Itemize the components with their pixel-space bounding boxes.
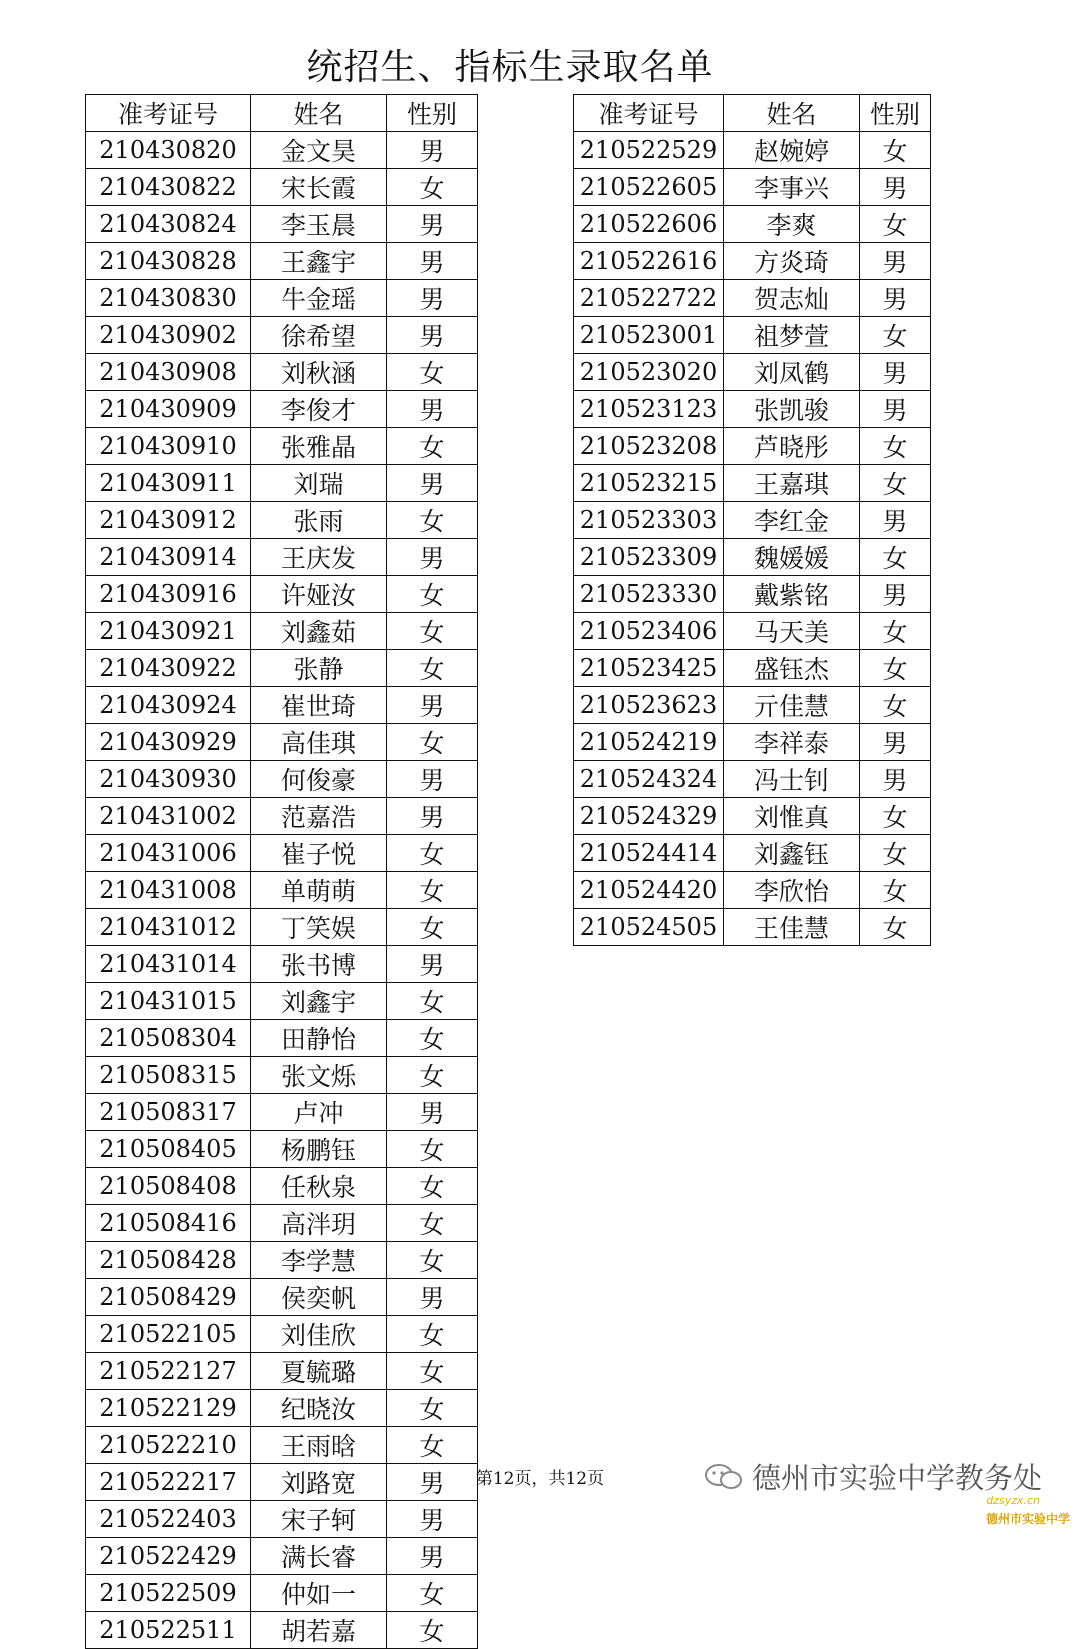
student-name-cell: 胡若嘉 [251,1612,387,1649]
table-row [86,206,478,243]
table-row [86,1020,478,1057]
gender-cell: 男 [387,206,478,243]
exam-id-cell: 210508315 [86,1057,251,1094]
exam-id-cell: 210430828 [86,243,251,280]
exam-id-cell: 210431014 [86,946,251,983]
student-name-cell: 任秋泉 [251,1168,387,1205]
exam-id-cell: 210523330 [574,576,724,613]
student-name-cell: 芦晓彤 [724,428,860,465]
student-name-cell: 刘路宽 [251,1464,387,1501]
exam-id-cell: 210508304 [86,1020,251,1057]
exam-id-cell: 210524324 [574,761,724,798]
student-name-cell: 杨鹏钰 [251,1131,387,1168]
table-row [86,650,478,687]
header-name: 姓名 [724,95,860,132]
gender-cell: 女 [387,650,478,687]
exam-id-cell: 210430909 [86,391,251,428]
gender-cell: 女 [387,1316,478,1353]
student-name-cell: 纪晓汝 [251,1390,387,1427]
table-row [86,576,478,613]
exam-id-cell: 210430908 [86,354,251,391]
student-name-cell: 张静 [251,650,387,687]
exam-id-cell: 210431015 [86,983,251,1020]
student-name-cell: 李祥泰 [724,724,860,761]
table-row [86,1538,478,1575]
gender-cell: 男 [860,280,931,317]
student-name-cell: 王佳慧 [724,909,860,946]
table-header-row [574,95,931,132]
gender-cell: 女 [860,613,931,650]
student-name-cell: 刘秋涵 [251,354,387,391]
student-name-cell: 贺志灿 [724,280,860,317]
table-row [574,576,931,613]
exam-id-cell: 210523623 [574,687,724,724]
gender-cell: 男 [860,761,931,798]
page-number: 第12页，共12页 [475,1469,605,1489]
gender-cell: 女 [860,132,931,169]
table-row [574,428,931,465]
table-row [86,317,478,354]
student-name-cell: 金文昊 [251,132,387,169]
exam-id-cell: 210523309 [574,539,724,576]
exam-id-cell: 210523215 [574,465,724,502]
page-title: 统招生、指标生录取名单 [306,47,714,88]
gender-cell: 男 [860,391,931,428]
exam-id-cell: 210430912 [86,502,251,539]
exam-id-cell: 210524505 [574,909,724,946]
table-row [86,391,478,428]
table-row [574,613,931,650]
table-row [86,761,478,798]
exam-id-cell: 210508428 [86,1242,251,1279]
student-name-cell: 李玉晨 [251,206,387,243]
student-name-cell: 魏媛媛 [724,539,860,576]
table-row [86,1057,478,1094]
exam-id-cell: 210522129 [86,1390,251,1427]
gender-cell: 女 [860,428,931,465]
gender-cell: 女 [387,613,478,650]
exam-id-cell: 210430902 [86,317,251,354]
admission-table-right [573,94,931,946]
gender-cell: 女 [860,835,931,872]
gender-cell: 女 [387,354,478,391]
gender-cell: 男 [387,1538,478,1575]
gender-cell: 男 [387,539,478,576]
gender-cell: 男 [387,1501,478,1538]
exam-id-cell: 210508408 [86,1168,251,1205]
gender-cell: 男 [860,502,931,539]
student-name-cell: 刘瑞 [251,465,387,502]
exam-id-cell: 210430822 [86,169,251,206]
gender-cell: 女 [387,724,478,761]
wechat-icon [704,1462,744,1492]
gender-cell: 女 [387,1205,478,1242]
table-row [86,613,478,650]
student-name-cell: 侯奕帆 [251,1279,387,1316]
exam-id-cell: 210430911 [86,465,251,502]
student-name-cell: 徐希望 [251,317,387,354]
exam-id-cell: 210524329 [574,798,724,835]
exam-id-cell: 210430929 [86,724,251,761]
table-row [574,539,931,576]
gender-cell: 女 [387,576,478,613]
table-row [86,798,478,835]
exam-id-cell: 210523123 [574,391,724,428]
header-name: 姓名 [251,95,387,132]
exam-id-cell: 210524219 [574,724,724,761]
table-row [86,1612,478,1649]
gender-cell: 男 [860,243,931,280]
student-name-cell: 崔子悦 [251,835,387,872]
gender-cell: 女 [387,169,478,206]
exam-id-cell: 210508416 [86,1205,251,1242]
table-row [86,502,478,539]
table-body-right [574,132,931,946]
school-logo-text: 德州市实验中学 [985,1512,1070,1526]
gender-cell: 女 [860,539,931,576]
table-row [86,1501,478,1538]
exam-id-cell: 210508317 [86,1094,251,1131]
exam-id-cell: 210430924 [86,687,251,724]
student-name-cell: 刘鑫钰 [724,835,860,872]
exam-id-cell: 210430914 [86,539,251,576]
student-name-cell: 王庆发 [251,539,387,576]
gender-cell: 女 [860,872,931,909]
student-name-cell: 刘佳欣 [251,1316,387,1353]
student-name-cell: 李红金 [724,502,860,539]
student-name-cell: 亓佳慧 [724,687,860,724]
table-row [574,243,931,280]
student-name-cell: 马天美 [724,613,860,650]
gender-cell: 女 [387,1427,478,1464]
table-row [574,354,931,391]
table-header-row [86,95,478,132]
header-gender: 性别 [860,95,931,132]
exam-id-cell: 210430916 [86,576,251,613]
table-row [86,1205,478,1242]
gender-cell: 女 [387,1612,478,1649]
student-name-cell: 张雅晶 [251,428,387,465]
table-row [574,650,931,687]
exam-id-cell: 210430921 [86,613,251,650]
gender-cell: 男 [387,761,478,798]
gender-cell: 女 [860,465,931,502]
student-name-cell: 夏毓璐 [251,1353,387,1390]
student-name-cell: 李俊才 [251,391,387,428]
student-name-cell: 宋长霞 [251,169,387,206]
exam-id-cell: 210430910 [86,428,251,465]
student-name-cell: 张文烁 [251,1057,387,1094]
exam-id-cell: 210522616 [574,243,724,280]
exam-id-cell: 210430930 [86,761,251,798]
gender-cell: 女 [387,1353,478,1390]
table-row [86,169,478,206]
table-row [574,465,931,502]
student-name-cell: 李爽 [724,206,860,243]
gender-cell: 男 [387,1464,478,1501]
header-gender: 性别 [387,95,478,132]
gender-cell: 女 [860,650,931,687]
table-row [86,835,478,872]
exam-id-cell: 210522605 [574,169,724,206]
gender-cell: 女 [387,1242,478,1279]
gender-cell: 女 [860,687,931,724]
table-row [86,1242,478,1279]
exam-id-cell: 210523303 [574,502,724,539]
gender-cell: 女 [860,317,931,354]
gender-cell: 女 [387,1575,478,1612]
table-row [86,1353,478,1390]
gender-cell: 男 [387,946,478,983]
exam-id-cell: 210522606 [574,206,724,243]
student-name-cell: 王鑫宇 [251,243,387,280]
gender-cell: 女 [387,872,478,909]
exam-id-cell: 210522105 [86,1316,251,1353]
student-name-cell: 张书博 [251,946,387,983]
gender-cell: 男 [387,317,478,354]
table-row [86,724,478,761]
student-name-cell: 仲如一 [251,1575,387,1612]
table-body-left [86,132,478,1649]
table-row [574,502,931,539]
exam-id-cell: 210430820 [86,132,251,169]
header-exam-id: 准考证号 [574,95,724,132]
gender-cell: 男 [860,354,931,391]
exam-id-cell: 210431002 [86,798,251,835]
gender-cell: 女 [387,1020,478,1057]
student-name-cell: 刘凤鹤 [724,354,860,391]
exam-id-cell: 210522210 [86,1427,251,1464]
table-row [86,280,478,317]
table-row [86,687,478,724]
student-name-cell: 高佳琪 [251,724,387,761]
gender-cell: 女 [387,1057,478,1094]
exam-id-cell: 210522722 [574,280,724,317]
exam-id-cell: 210522403 [86,1501,251,1538]
exam-id-cell: 210523001 [574,317,724,354]
gender-cell: 男 [860,724,931,761]
table-row [574,206,931,243]
table-row [86,983,478,1020]
exam-id-cell: 210508429 [86,1279,251,1316]
table-row [574,909,931,946]
gender-cell: 女 [387,428,478,465]
watermark [704,1456,1042,1497]
gender-cell: 女 [387,909,478,946]
student-name-cell: 张凯骏 [724,391,860,428]
student-name-cell: 卢冲 [251,1094,387,1131]
exam-id-cell: 210523406 [574,613,724,650]
exam-id-cell: 210431008 [86,872,251,909]
student-name-cell: 单萌萌 [251,872,387,909]
table-row [86,428,478,465]
table-row [86,1094,478,1131]
gender-cell: 女 [860,798,931,835]
student-name-cell: 范嘉浩 [251,798,387,835]
table-row [86,1279,478,1316]
gender-cell: 女 [387,502,478,539]
table-row [86,1316,478,1353]
student-name-cell: 丁笑娱 [251,909,387,946]
table-row [86,539,478,576]
table-row [86,132,478,169]
gender-cell: 男 [387,687,478,724]
table-row [574,687,931,724]
student-name-cell: 戴紫铭 [724,576,860,613]
gender-cell: 女 [387,1131,478,1168]
table-row [574,391,931,428]
student-name-cell: 张雨 [251,502,387,539]
gender-cell: 男 [387,280,478,317]
table-row [86,465,478,502]
exam-id-cell: 210524420 [574,872,724,909]
gender-cell: 女 [387,983,478,1020]
header-exam-id: 准考证号 [86,95,251,132]
table-row [574,798,931,835]
gender-cell: 男 [860,169,931,206]
student-name-cell: 刘惟真 [724,798,860,835]
student-name-cell: 牛金瑶 [251,280,387,317]
table-row [86,243,478,280]
gender-cell: 男 [387,243,478,280]
gender-cell: 女 [387,1390,478,1427]
table-row [574,280,931,317]
student-name-cell: 刘鑫宇 [251,983,387,1020]
table-row [86,872,478,909]
table-row [574,872,931,909]
student-name-cell: 刘鑫茹 [251,613,387,650]
student-name-cell: 冯士钊 [724,761,860,798]
table-row [574,724,931,761]
admission-table-left [85,94,478,1649]
student-name-cell: 许娅汝 [251,576,387,613]
gender-cell: 男 [387,391,478,428]
logo-url: dzsyzx.cn [986,1494,1040,1507]
table-row [574,132,931,169]
table-row [86,1427,478,1464]
gender-cell: 男 [387,132,478,169]
exam-id-cell: 210430824 [86,206,251,243]
table-row [86,1131,478,1168]
gender-cell: 女 [860,206,931,243]
watermark-text: 德州市实验中学教务处 [751,1461,1042,1495]
exam-id-cell: 210522217 [86,1464,251,1501]
student-name-cell: 崔世琦 [251,687,387,724]
table-row [86,909,478,946]
table-row [86,1575,478,1612]
student-name-cell: 祖梦萱 [724,317,860,354]
exam-id-cell: 210522529 [574,132,724,169]
exam-id-cell: 210431006 [86,835,251,872]
gender-cell: 男 [387,1279,478,1316]
exam-id-cell: 210523425 [574,650,724,687]
gender-cell: 男 [387,465,478,502]
exam-id-cell: 210522127 [86,1353,251,1390]
exam-id-cell: 210522429 [86,1538,251,1575]
table-row [86,354,478,391]
exam-id-cell: 210508405 [86,1131,251,1168]
gender-cell: 女 [387,835,478,872]
table-row [574,169,931,206]
student-name-cell: 李学慧 [251,1242,387,1279]
student-name-cell: 高泮玥 [251,1205,387,1242]
exam-id-cell: 210430830 [86,280,251,317]
table-row [574,835,931,872]
exam-id-cell: 210522509 [86,1575,251,1612]
student-name-cell: 宋子轲 [251,1501,387,1538]
gender-cell: 女 [860,909,931,946]
table-row [574,761,931,798]
exam-id-cell: 210524414 [574,835,724,872]
table-row [86,1168,478,1205]
table-row [86,1390,478,1427]
student-name-cell: 李事兴 [724,169,860,206]
student-name-cell: 方炎琦 [724,243,860,280]
student-name-cell: 赵婉婷 [724,132,860,169]
student-name-cell: 盛钰杰 [724,650,860,687]
gender-cell: 女 [387,1168,478,1205]
student-name-cell: 李欣怡 [724,872,860,909]
student-name-cell: 田静怡 [251,1020,387,1057]
exam-id-cell: 210522511 [86,1612,251,1649]
exam-id-cell: 210431012 [86,909,251,946]
exam-id-cell: 210430922 [86,650,251,687]
gender-cell: 男 [387,798,478,835]
table-row [86,946,478,983]
student-name-cell: 满长睿 [251,1538,387,1575]
gender-cell: 男 [387,1094,478,1131]
gender-cell: 男 [860,576,931,613]
exam-id-cell: 210523020 [574,354,724,391]
exam-id-cell: 210523208 [574,428,724,465]
student-name-cell: 王雨晗 [251,1427,387,1464]
student-name-cell: 何俊豪 [251,761,387,798]
table-row [574,317,931,354]
student-name-cell: 王嘉琪 [724,465,860,502]
